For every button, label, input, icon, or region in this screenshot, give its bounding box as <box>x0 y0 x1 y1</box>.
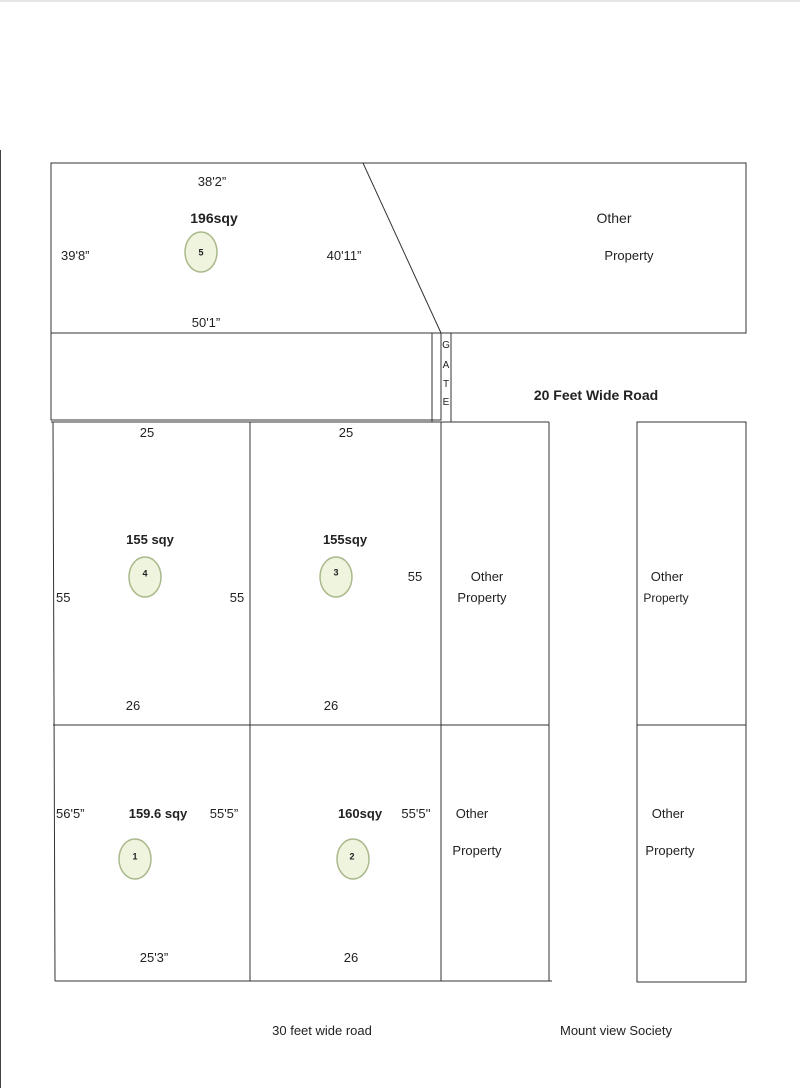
plot1-marker[interactable] <box>119 839 151 879</box>
other-property-mid-b-line2: Property <box>643 591 689 605</box>
plot3-number: 3 <box>333 567 339 578</box>
plot5-bottom-dimension: 50'1” <box>191 315 221 330</box>
plot5-top-dimension: 38'2” <box>197 174 227 189</box>
other-property-mid-a-line2: Property <box>457 590 507 605</box>
gate-letters <box>442 340 450 408</box>
other-property-low-a-line1: Other <box>455 806 489 821</box>
plot5-right-dimension: 40'11” <box>326 248 362 263</box>
plot4-right-dimension: 55 <box>229 590 245 605</box>
gate-letter-e: E <box>442 397 450 408</box>
plot1-right-dimension: 55'5” <box>209 806 239 821</box>
plot2-number: 2 <box>349 851 355 862</box>
road-20-feet-label: 20 Feet Wide Road <box>533 387 659 403</box>
plot1-bottom-dimension: 25'3” <box>139 950 169 965</box>
right-block-outline <box>637 422 746 982</box>
plot4-marker[interactable] <box>129 557 161 597</box>
gate-letter-a: A <box>442 360 450 371</box>
plot5-diagonal-boundary <box>363 163 441 333</box>
plot4-number: 4 <box>142 568 148 579</box>
plots-left-line <box>53 422 55 981</box>
plot5-number: 5 <box>198 247 204 258</box>
plot1-left-dimension: 56'5” <box>56 806 85 821</box>
plot2-right-dimension: 55'5'' <box>401 806 431 821</box>
other-property-low-b-line1: Other <box>651 806 685 821</box>
gate-letter-t: T <box>442 379 450 390</box>
plot4-bottom-dimension: 26 <box>125 698 141 713</box>
plot4-area: 155 sqy <box>126 532 174 547</box>
society-label: Mount view Society <box>560 1023 672 1038</box>
road-strip-outline <box>51 333 441 420</box>
plot3-marker[interactable] <box>320 557 352 597</box>
other-property-low-b-line2: Property <box>645 843 695 858</box>
gate-letter-g: G <box>442 340 450 351</box>
plot5-area: 196sqy <box>190 210 238 226</box>
plot3-top-dimension: 25 <box>338 425 354 440</box>
other-property-mid-b-line1: Other <box>650 569 684 584</box>
plot1-number: 1 <box>132 851 138 862</box>
other-property-top-line1: Other <box>596 210 632 226</box>
plot3-bottom-dimension: 26 <box>323 698 339 713</box>
plot2-area: 160sqy <box>337 806 383 821</box>
plot2-bottom-dimension: 26 <box>343 950 359 965</box>
plot2-marker[interactable] <box>337 839 369 879</box>
plot3-right-dimension: 55 <box>407 569 423 584</box>
road-30-feet-label: 30 feet wide road <box>272 1023 372 1038</box>
plot1-area: 159.6 sqy <box>128 806 188 821</box>
plot3-area: 155sqy <box>322 532 368 547</box>
other-property-mid-a-line1: Other <box>470 569 504 584</box>
plot5-marker[interactable] <box>185 232 217 272</box>
other-property-top-line2: Property <box>604 248 654 263</box>
plot4-top-dimension: 25 <box>139 425 155 440</box>
plot4-left-dimension: 55 <box>56 590 71 605</box>
other-property-low-a-line2: Property <box>452 843 502 858</box>
plot5-left-dimension: 39'8” <box>61 248 90 263</box>
